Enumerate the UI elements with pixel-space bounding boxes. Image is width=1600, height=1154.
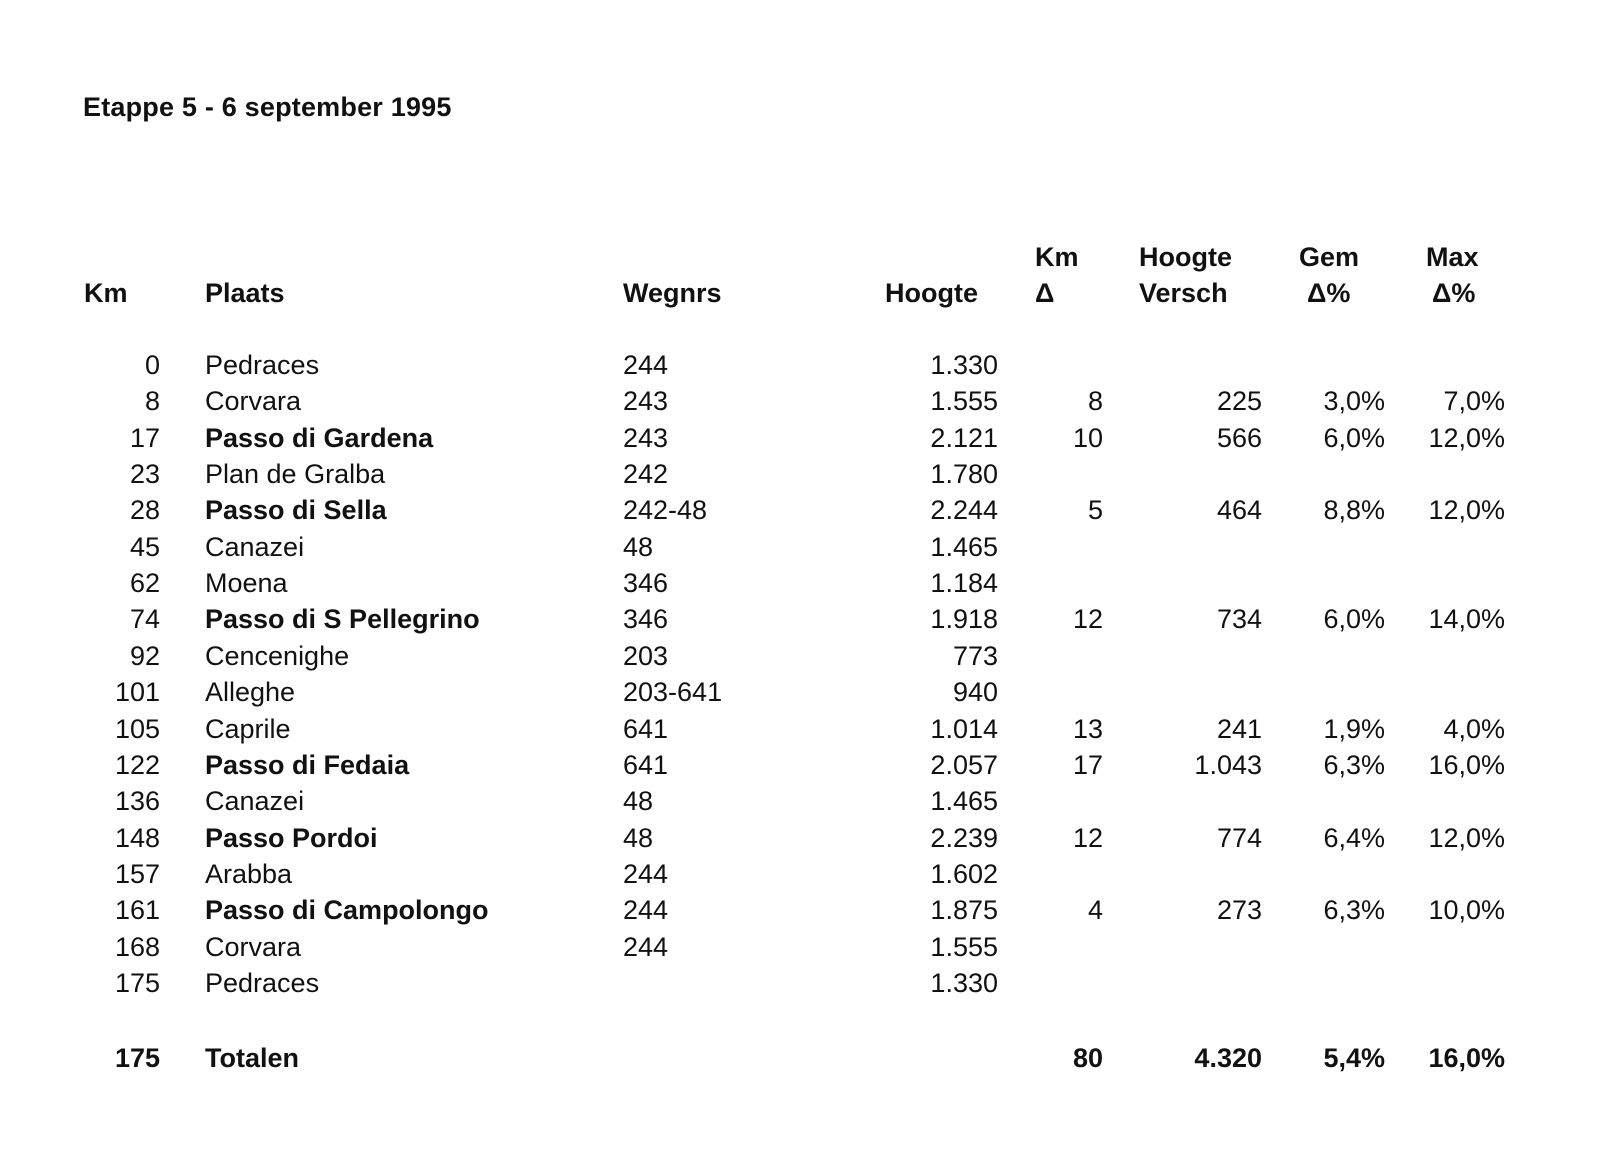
row-hoogte: 1.014 xyxy=(930,713,998,744)
totals-label: Totalen xyxy=(205,1043,299,1073)
row-hoogte: 2.239 xyxy=(930,822,998,853)
header-km xyxy=(84,275,128,311)
row-gem: 1,9% xyxy=(1323,713,1385,744)
row-gem: 6,3% xyxy=(1323,895,1385,926)
row-km: 8 xyxy=(144,386,160,417)
row-plaats: Passo di S Pellegrino xyxy=(205,604,480,635)
row-max: 14,0% xyxy=(1428,604,1505,635)
row-wegnrs: 243 xyxy=(623,386,669,417)
row-max: 7,0% xyxy=(1443,386,1505,417)
row-hoogte: 1.330 xyxy=(930,350,998,380)
row-km: 45 xyxy=(129,531,160,562)
row-hoogte: 1.555 xyxy=(930,386,998,417)
row-hoogte: 1.602 xyxy=(930,858,998,889)
row-km-delta: 12 xyxy=(1072,822,1103,853)
row-wegnrs: 48 xyxy=(623,822,654,853)
table-row xyxy=(0,965,1600,1001)
row-versch: 566 xyxy=(1216,422,1262,453)
row-hoogte: 1.780 xyxy=(930,459,998,490)
row-km: 157 xyxy=(114,858,160,889)
row-plaats: Canazei xyxy=(205,786,305,817)
header-plaats-label: Plaats xyxy=(205,278,285,308)
row-versch: 734 xyxy=(1216,604,1262,635)
row-gem: 6,0% xyxy=(1323,422,1385,453)
row-plaats: Cencenighe xyxy=(205,640,350,671)
table-row xyxy=(0,674,1600,710)
row-hoogte: 1.184 xyxy=(930,568,998,599)
row-max: 12,0% xyxy=(1428,422,1505,453)
totals-max: 16,0% xyxy=(1428,1043,1505,1073)
row-km-delta: 17 xyxy=(1072,749,1103,780)
row-km: 62 xyxy=(129,568,160,599)
row-max: 16,0% xyxy=(1428,749,1505,780)
totals-gem: 5,4% xyxy=(1323,1043,1385,1073)
table-row xyxy=(0,529,1600,565)
row-km: 17 xyxy=(129,422,160,453)
row-max: 10,0% xyxy=(1428,895,1505,926)
row-versch: 241 xyxy=(1216,713,1262,744)
row-km: 148 xyxy=(114,822,160,853)
row-plaats: Passo di Sella xyxy=(205,495,387,526)
row-hoogte: 2.121 xyxy=(930,422,998,453)
header-gem-line2: Δ% xyxy=(1307,278,1351,308)
row-km: 175 xyxy=(114,967,160,998)
page-title: Etappe 5 - 6 september 1995 xyxy=(83,92,452,122)
table-row xyxy=(0,492,1600,528)
header-gem-line1: Gem xyxy=(1299,242,1360,272)
row-km: 136 xyxy=(114,786,160,817)
table-row xyxy=(0,347,1600,383)
row-wegnrs: 244 xyxy=(623,350,669,380)
row-plaats: Arabba xyxy=(205,858,293,889)
row-wegnrs: 244 xyxy=(623,858,669,889)
header-hoogte-label: Hoogte xyxy=(885,278,978,308)
row-plaats: Plan de Gralba xyxy=(205,459,386,490)
row-wegnrs: 641 xyxy=(623,749,669,780)
header-km-delta-line1: Km xyxy=(1035,242,1079,272)
table-row xyxy=(0,383,1600,419)
row-hoogte: 1.875 xyxy=(930,895,998,926)
totals-row xyxy=(0,1040,1600,1076)
totals-km-delta: 80 xyxy=(1072,1043,1103,1073)
table-row xyxy=(0,892,1600,928)
table-row xyxy=(0,747,1600,783)
row-plaats: Canazei xyxy=(205,531,305,562)
row-km: 101 xyxy=(114,677,160,708)
row-plaats: Passo di Campolongo xyxy=(205,895,489,926)
table-row xyxy=(0,856,1600,892)
row-hoogte: 940 xyxy=(952,677,998,708)
header-km-delta xyxy=(1035,239,1079,311)
row-gem: 6,0% xyxy=(1323,604,1385,635)
row-gem: 6,4% xyxy=(1323,822,1385,853)
row-km: 23 xyxy=(129,459,160,490)
row-wegnrs: 48 xyxy=(623,786,654,817)
row-plaats: Alleghe xyxy=(205,677,296,708)
table-row xyxy=(0,711,1600,747)
header-km-delta-line2: Δ xyxy=(1035,278,1055,308)
row-plaats: Corvara xyxy=(205,386,302,417)
table-row xyxy=(0,929,1600,965)
row-max: 12,0% xyxy=(1428,495,1505,526)
table-row xyxy=(0,638,1600,674)
row-km: 0 xyxy=(144,350,160,380)
row-versch: 774 xyxy=(1216,822,1262,853)
row-versch: 273 xyxy=(1216,895,1262,926)
row-plaats: Passo di Gardena xyxy=(205,422,434,453)
row-km: 92 xyxy=(129,640,160,671)
row-hoogte: 1.330 xyxy=(930,967,998,998)
row-gem: 8,8% xyxy=(1323,495,1385,526)
row-plaats: Caprile xyxy=(205,713,291,744)
totals-km: 175 xyxy=(114,1043,160,1073)
header-hoogte-versch xyxy=(1139,239,1232,311)
row-km-delta: 10 xyxy=(1072,422,1103,453)
row-plaats: Pedraces xyxy=(205,967,320,998)
table-row xyxy=(0,783,1600,819)
row-wegnrs: 244 xyxy=(623,895,669,926)
row-wegnrs: 203 xyxy=(623,640,669,671)
header-plaats xyxy=(205,275,285,311)
row-km-delta: 8 xyxy=(1087,386,1103,417)
row-km-delta: 4 xyxy=(1087,895,1103,926)
row-wegnrs: 203-641 xyxy=(623,677,723,708)
row-hoogte: 2.244 xyxy=(930,495,998,526)
row-max: 12,0% xyxy=(1428,822,1505,853)
row-hoogte: 1.555 xyxy=(930,931,998,962)
table-row xyxy=(0,820,1600,856)
table-row xyxy=(0,565,1600,601)
row-wegnrs: 243 xyxy=(623,422,669,453)
header-km-label: Km xyxy=(84,278,128,308)
row-gem: 6,3% xyxy=(1323,749,1385,780)
table-row xyxy=(0,420,1600,456)
row-km-delta: 12 xyxy=(1072,604,1103,635)
row-hoogte: 773 xyxy=(952,640,998,671)
row-plaats: Corvara xyxy=(205,931,302,962)
table-row xyxy=(0,601,1600,637)
row-km: 122 xyxy=(114,749,160,780)
header-max xyxy=(1426,239,1479,311)
row-hoogte: 1.918 xyxy=(930,604,998,635)
row-versch: 464 xyxy=(1216,495,1262,526)
row-wegnrs: 242-48 xyxy=(623,495,708,526)
header-hoogte-versch-line1: Hoogte xyxy=(1139,242,1232,272)
row-plaats: Moena xyxy=(205,568,288,599)
row-hoogte: 2.057 xyxy=(930,749,998,780)
header-max-line1: Max xyxy=(1426,242,1479,272)
row-wegnrs: 242 xyxy=(623,459,669,490)
row-wegnrs: 244 xyxy=(623,931,669,962)
row-hoogte: 1.465 xyxy=(930,786,998,817)
row-versch: 225 xyxy=(1216,386,1262,417)
header-gem xyxy=(1299,239,1359,311)
header-hoogte xyxy=(885,275,978,311)
header-wegnrs-label: Wegnrs xyxy=(623,278,722,308)
row-km: 168 xyxy=(114,931,160,962)
header-hoogte-versch-line2: Versch xyxy=(1139,278,1228,308)
row-hoogte: 1.465 xyxy=(930,531,998,562)
row-versch: 1.043 xyxy=(1194,749,1262,780)
row-wegnrs: 48 xyxy=(623,531,654,562)
row-wegnrs: 346 xyxy=(623,604,669,635)
row-gem: 3,0% xyxy=(1323,386,1385,417)
totals-versch: 4.320 xyxy=(1194,1043,1262,1073)
header-wegnrs xyxy=(623,275,722,311)
header-max-line2: Δ% xyxy=(1432,278,1476,308)
row-plaats: Pedraces xyxy=(205,350,320,380)
row-km: 105 xyxy=(114,713,160,744)
row-plaats: Passo di Fedaia xyxy=(205,749,410,780)
row-plaats: Passo Pordoi xyxy=(205,822,378,853)
row-wegnrs: 641 xyxy=(623,713,669,744)
row-km-delta: 13 xyxy=(1072,713,1103,744)
row-km: 161 xyxy=(114,895,160,926)
table-row xyxy=(0,456,1600,492)
row-wegnrs: 346 xyxy=(623,568,669,599)
row-km: 74 xyxy=(129,604,160,635)
row-km-delta: 5 xyxy=(1087,495,1103,526)
row-max: 4,0% xyxy=(1443,713,1505,744)
row-km: 28 xyxy=(129,495,160,526)
